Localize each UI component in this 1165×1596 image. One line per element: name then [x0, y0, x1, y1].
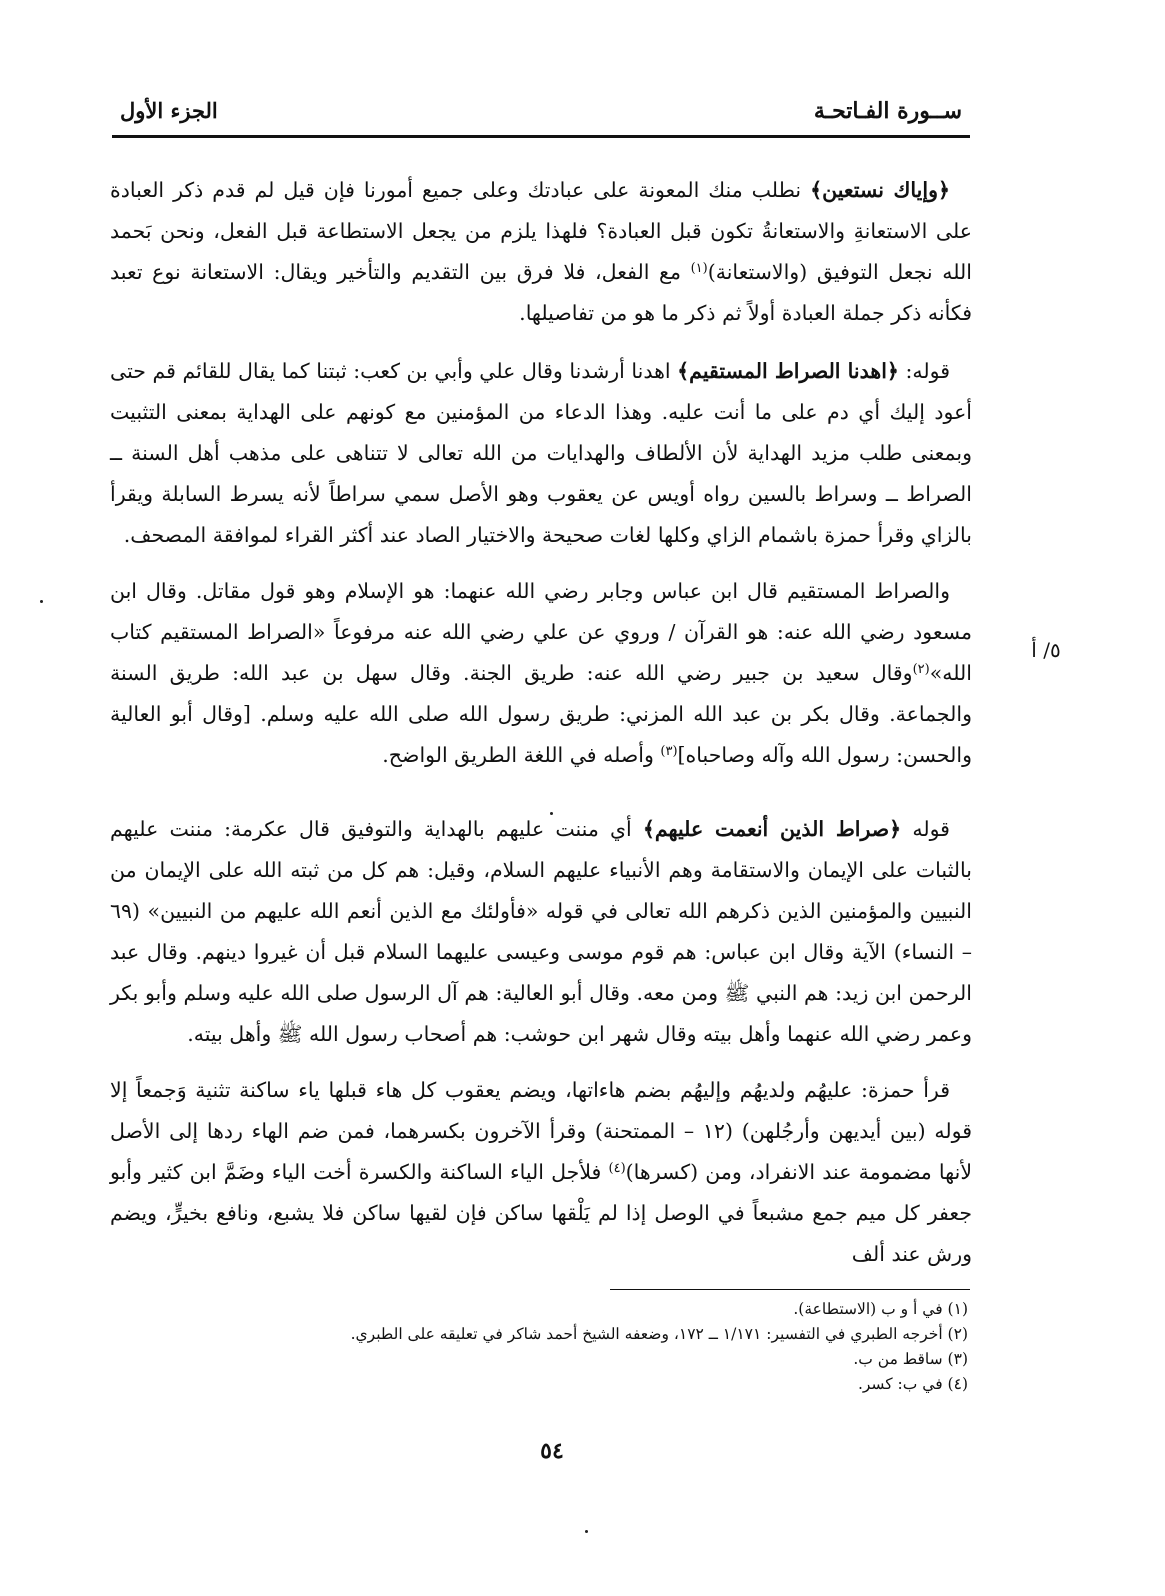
paragraph-4 [110, 809, 972, 1055]
scan-speck [550, 812, 553, 815]
paragraph-3 [110, 571, 972, 776]
paragraph-text: أي مننت عليهم بالهداية والتوفيق قال عكرمة: مننت عليهم بالثبات على الإيمان والاستقامة وهم الأنبياء عليهم السلام، وقيل: هم كل من ثبته الله على الإيمان من النبيين والمؤمنين الذين ذكرهم الله تعالى في قوله «فأولئك مع الذين أنعم الله عليهم من النبيين» (٦٩ – النساء) الآية وقال ابن عباس: هم قوم موسى وعيسى عليهما السلام قبل أن غيروا دينهم. وقال عبد الرحمن ابن زيد: هم النبي ﷺ ومن معه. وقال أبو العالية: هم آل الرسول صلى الله عليه وسلم وأبو بكر وعمر رضي الله عنهما وأهل بيته وقال شهر ابن حوشب: هم أصحاب رسول الله ﷺ وأهل بيته. [110, 817, 972, 1046]
verse-quote: ﴿صراط الذين أنعمت عليهم﴾ [642, 817, 902, 841]
scan-speck [40, 600, 43, 603]
paragraph-2 [110, 351, 972, 556]
footnote-ref: (٣) [660, 744, 678, 759]
paragraph-text: وقال سعيد بن جبير رضي الله عنه: طريق الجنة. وقال سهل بن عبد الله: طريق السنة والجماعة. وقال بكر بن عبد الله المزني: طريق رسول الله صلى الله عليه وسلم. [وقال أبو العالية والحسن: رسول الله وآله وصاحباه] [110, 661, 972, 767]
part-label: الجزء الأول [120, 98, 218, 123]
running-header [112, 94, 970, 138]
manuscript-folio-marker: ٥/ أ [1031, 638, 1061, 662]
paragraph-prefix: قوله: [898, 359, 951, 383]
paragraph-text: وأصله في اللغة الطريق الواضح. [382, 743, 661, 767]
footnote-1: (١) في أ و ب (الاستطاعة). [793, 1300, 968, 1318]
header-rule [112, 135, 970, 138]
footnotes [110, 1297, 968, 1397]
verse-quote: ﴿وإياك نستعين﴾ [810, 178, 950, 202]
paragraph-text: نطلب منك المعونة على عبادتك وعلى جميع أمورنا فإن قيل لم قدم ذكر العبادة على الاستعانةِ والاستعانةُ تكون قبل العبادة؟ فلهذا يلزم من يجعل الاستطاعة قبل الفعل، ونحن بَحمد الله نجعل التوفيق (والاستعانة) [110, 178, 972, 284]
page-number: ٥٤ [540, 1438, 564, 1464]
paragraph-text: والصراط المستقيم قال ابن عباس وجابر رضي الله عنهما: هو الإسلام وهو قول مقاتل. وقال ابن مسعود رضي الله عنه: هو القرآن / وروي عن علي رضي الله عنه مرفوعاً «الصراط المستقيم كتاب الله» [110, 579, 972, 685]
paragraph-text: مع الفعل، فلا فرق بين التقديم والتأخير ويقال: الاستعانة نوع تعبد فكأنه ذكر جملة العبادة أولاً ثم ذكر ما هو من تفاصيلها. [110, 260, 972, 325]
footnote-4: (٤) في ب: كسر. [857, 1375, 968, 1393]
footnote-2: (٢) أخرجه الطبري في التفسير: ١/١٧١ ــ ١٧٢، وضعفه الشيخ أحمد شاكر في تعليقه على الطبري. [350, 1325, 968, 1343]
footnote-rule [610, 1289, 970, 1290]
paragraph-prefix: قوله [901, 817, 950, 841]
surah-title: ســورة الفـاتحـة [813, 98, 962, 124]
footnote-3: (٣) ساقط من ب. [853, 1350, 968, 1368]
paragraph-text: قرأ حمزة: عليهُم ولديهُم وإليهُم بضم هاءاتها، ويضم يعقوب كل هاء قبلها ياء ساكنة تثنية وَجمعاً إلا قوله (بين أيديهن وأرجُلهن) (١٢ – الممتحنة) وقرأ الآخرون بكسرهما، فمن ضم الهاء ردها إلى الأصل لأنها مضمومة عند الانفراد، ومن (كسرها) [110, 1078, 973, 1184]
paragraph-1 [110, 170, 972, 334]
footnote-ref: (٤) [608, 1161, 626, 1176]
footnote-ref: (١) [690, 261, 708, 276]
footnote-ref: (٢) [912, 662, 930, 677]
paragraph-5 [110, 1070, 972, 1275]
main-text [110, 170, 972, 1275]
scan-speck [585, 1530, 588, 1533]
verse-quote: ﴿اهدنا الصراط المستقيم﴾ [677, 359, 899, 383]
paragraph-text: فلأجل الياء الساكنة والكسرة أخت الياء وضَمَّ ابن كثير وأبو جعفر كل ميم جمع مشبعاً في الوصل إذا لم يَلْقها ساكن فإن لقيها ساكن فلا يشبع، ونافع بخيرٍّ، ويضم ورش عند ألف [110, 1160, 972, 1266]
paragraph-text: اهدنا أرشدنا وقال علي وأبي بن كعب: ثبتنا كما يقال للقائم قم حتى أعود إليك أي دم على ما أنت عليه. وهذا الدعاء من المؤمنين مع كونهم على الهداية بمعنى التثبيت وبمعنى طلب مزيد الهداية لأن الألطاف والهدايات من الله تعالى لا تتناهى على مذهب أهل السنة ــ الصراط ــ وسراط بالسين رواه أويس عن يعقوب وهو الأصل سمي سراطاً لأنه يسرط السابلة ويقرأ بالزاي وقرأ حمزة باشمام الزاي وكلها لغات صحيحة والاختيار الصاد عند أكثر القراء لموافقة المصحف. [110, 359, 972, 547]
